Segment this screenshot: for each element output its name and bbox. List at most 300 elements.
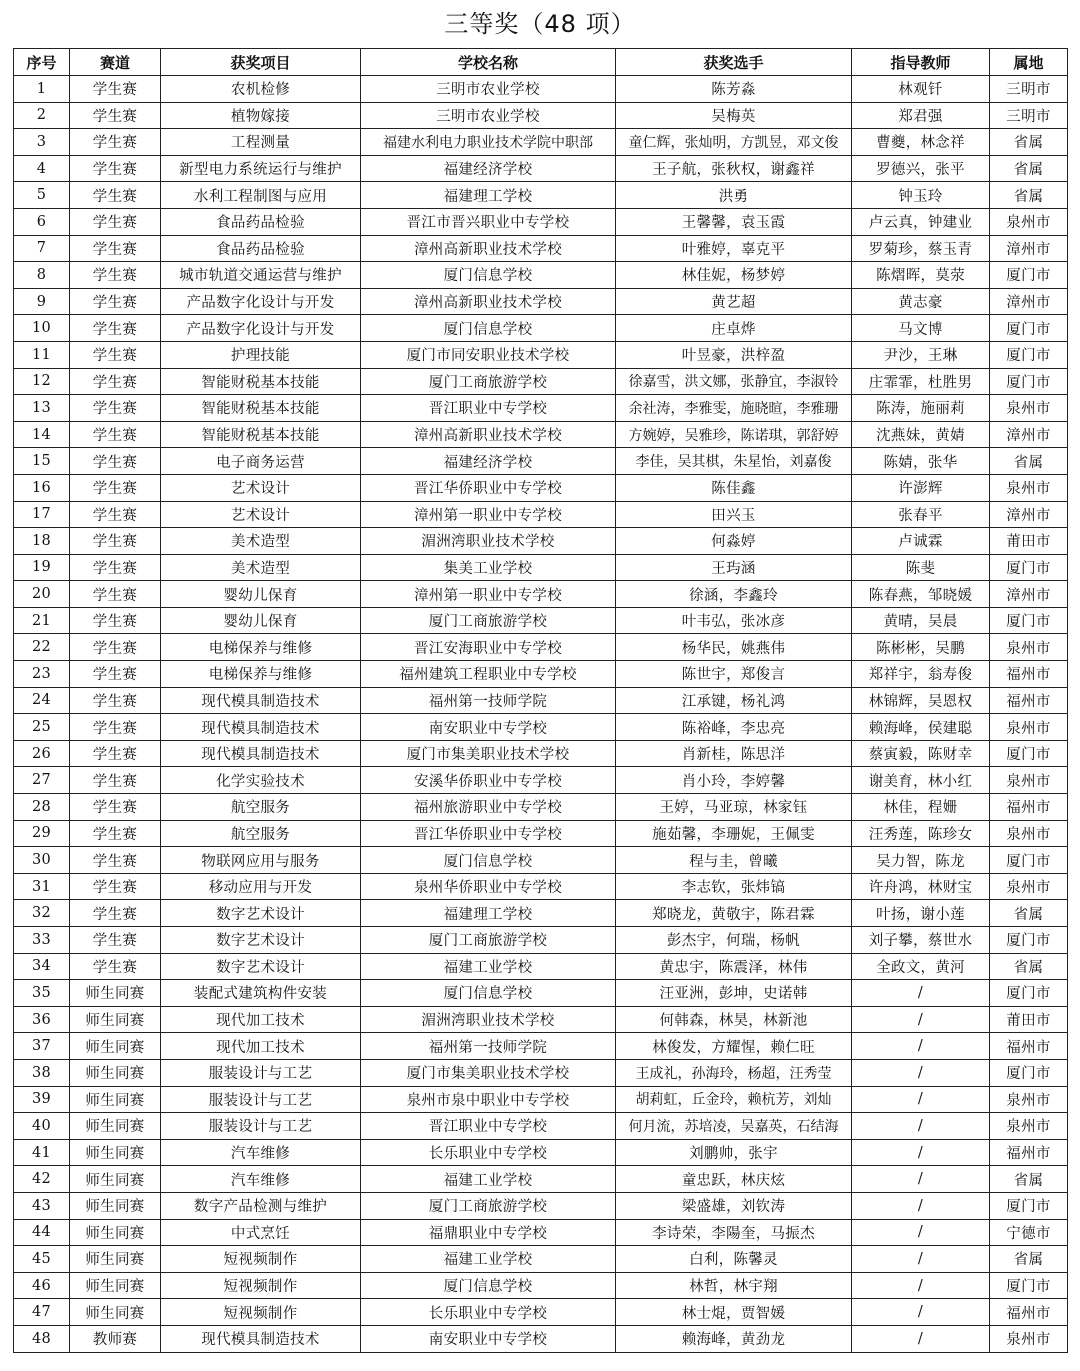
cell-winners: 梁盛雄，刘钦涛 — [616, 1192, 852, 1219]
cell-index: 19 — [14, 554, 70, 581]
cell-track: 教师赛 — [70, 1325, 161, 1352]
cell-index: 37 — [14, 1033, 70, 1060]
cell-region: 省属 — [990, 129, 1068, 156]
cell-index: 21 — [14, 607, 70, 634]
cell-index: 26 — [14, 740, 70, 767]
cell-index: 43 — [14, 1192, 70, 1219]
cell-project: 电子商务运营 — [161, 448, 361, 475]
table-row — [14, 794, 1068, 821]
cell-region: 厦门市 — [990, 315, 1068, 342]
cell-index: 7 — [14, 235, 70, 262]
cell-project: 产品数字化设计与开发 — [161, 315, 361, 342]
cell-winners: 叶昱豪，洪梓盈 — [616, 341, 852, 368]
cell-teachers: / — [852, 1006, 990, 1033]
cell-school: 厦门工商旅游学校 — [361, 927, 616, 954]
cell-index: 38 — [14, 1059, 70, 1086]
cell-school: 漳州高新职业技术学校 — [361, 421, 616, 448]
cell-school: 泉州华侨职业中专学校 — [361, 873, 616, 900]
cell-teachers: 卢云真，钟建业 — [852, 208, 990, 235]
cell-project: 电梯保养与维修 — [161, 661, 361, 688]
cell-track: 学生赛 — [70, 767, 161, 794]
cell-project: 中式烹饪 — [161, 1219, 361, 1246]
cell-teachers: 吴力智，陈龙 — [852, 847, 990, 874]
cell-project: 数字艺术设计 — [161, 953, 361, 980]
cell-region: 漳州市 — [990, 288, 1068, 315]
table-row — [14, 581, 1068, 608]
cell-region: 省属 — [990, 1166, 1068, 1193]
cell-index: 3 — [14, 129, 70, 156]
cell-winners: 童忠跃，林庆炫 — [616, 1166, 852, 1193]
cell-region: 厦门市 — [990, 554, 1068, 581]
cell-region: 省属 — [990, 953, 1068, 980]
cell-index: 36 — [14, 1006, 70, 1033]
cell-winners: 余社涛，李雅雯，施晓暄，李雅珊 — [616, 395, 852, 422]
cell-teachers: 许舟鸿，林财宝 — [852, 873, 990, 900]
cell-winners: 田兴玉 — [616, 501, 852, 528]
table-row — [14, 1113, 1068, 1140]
cell-teachers: 陈彬彬，吴鹏 — [852, 634, 990, 661]
cell-school: 泉州市泉中职业中专学校 — [361, 1086, 616, 1113]
cell-track: 学生赛 — [70, 235, 161, 262]
cell-track: 学生赛 — [70, 262, 161, 289]
cell-region: 福州市 — [990, 687, 1068, 714]
cell-school: 南安职业中专学校 — [361, 1325, 616, 1352]
cell-region: 省属 — [990, 182, 1068, 209]
cell-winners: 王玙涵 — [616, 554, 852, 581]
cell-winners: 叶雅婷，辜克平 — [616, 235, 852, 262]
cell-track: 学生赛 — [70, 129, 161, 156]
cell-winners: 杨华民，姚燕伟 — [616, 634, 852, 661]
cell-index: 11 — [14, 341, 70, 368]
cell-school: 三明市农业学校 — [361, 102, 616, 129]
cell-school: 厦门市同安职业技术学校 — [361, 341, 616, 368]
table-row — [14, 182, 1068, 209]
cell-school: 漳州第一职业中专学校 — [361, 581, 616, 608]
cell-school: 福鼎职业中专学校 — [361, 1219, 616, 1246]
cell-track: 师生同赛 — [70, 980, 161, 1007]
header-winners: 获奖选手 — [616, 49, 852, 76]
cell-index: 27 — [14, 767, 70, 794]
cell-index: 1 — [14, 76, 70, 103]
cell-school: 漳州高新职业技术学校 — [361, 288, 616, 315]
cell-teachers: 汪秀莲，陈珍女 — [852, 820, 990, 847]
cell-region: 省属 — [990, 1246, 1068, 1273]
cell-winners: 林士焜，贾智媛 — [616, 1299, 852, 1326]
table-header — [14, 49, 1068, 76]
table-row — [14, 980, 1068, 1007]
cell-school: 厦门信息学校 — [361, 847, 616, 874]
cell-region: 莆田市 — [990, 1006, 1068, 1033]
cell-winners: 李诗荣，李陽奎，马振杰 — [616, 1219, 852, 1246]
cell-project: 城市轨道交通运营与维护 — [161, 262, 361, 289]
cell-track: 师生同赛 — [70, 1166, 161, 1193]
table-row — [14, 820, 1068, 847]
cell-school: 湄洲湾职业技术学校 — [361, 1006, 616, 1033]
cell-teachers: / — [852, 1113, 990, 1140]
cell-track: 学生赛 — [70, 76, 161, 103]
cell-index: 30 — [14, 847, 70, 874]
cell-school: 晋江市晋兴职业中专学校 — [361, 208, 616, 235]
cell-region: 福州市 — [990, 794, 1068, 821]
cell-project: 化学实验技术 — [161, 767, 361, 794]
cell-region: 莆田市 — [990, 528, 1068, 555]
cell-teachers: 罗菊珍，蔡玉青 — [852, 235, 990, 262]
table-row — [14, 474, 1068, 501]
cell-region: 福州市 — [990, 1033, 1068, 1060]
cell-index: 44 — [14, 1219, 70, 1246]
cell-project: 数字产品检测与维护 — [161, 1192, 361, 1219]
header-school: 学校名称 — [361, 49, 616, 76]
cell-teachers: 曹夔，林念祥 — [852, 129, 990, 156]
cell-region: 泉州市 — [990, 395, 1068, 422]
cell-region: 漳州市 — [990, 235, 1068, 262]
cell-school: 安溪华侨职业中专学校 — [361, 767, 616, 794]
table-row — [14, 1246, 1068, 1273]
cell-teachers: 陈春燕，邹晓媛 — [852, 581, 990, 608]
cell-school: 三明市农业学校 — [361, 76, 616, 103]
cell-project: 数字艺术设计 — [161, 927, 361, 954]
cell-teachers: / — [852, 1299, 990, 1326]
cell-teachers: 陈涛，施丽莉 — [852, 395, 990, 422]
cell-school: 厦门工商旅游学校 — [361, 607, 616, 634]
cell-teachers: 陈斐 — [852, 554, 990, 581]
cell-project: 现代模具制造技术 — [161, 687, 361, 714]
cell-teachers: 陈熠晖，莫荥 — [852, 262, 990, 289]
cell-index: 35 — [14, 980, 70, 1007]
cell-school: 福建理工学校 — [361, 900, 616, 927]
header-row — [14, 49, 1068, 76]
cell-region: 泉州市 — [990, 767, 1068, 794]
cell-project: 物联网应用与服务 — [161, 847, 361, 874]
cell-winners: 何月流，苏培凌，吴嘉英，石结海 — [616, 1113, 852, 1140]
table-row — [14, 767, 1068, 794]
cell-teachers: 赖海峰，侯建聪 — [852, 714, 990, 741]
cell-teachers: / — [852, 1246, 990, 1273]
cell-teachers: 刘子攀，蔡世水 — [852, 927, 990, 954]
cell-region: 厦门市 — [990, 1192, 1068, 1219]
cell-winners: 施茹馨，李珊妮，王佩雯 — [616, 820, 852, 847]
cell-index: 41 — [14, 1139, 70, 1166]
cell-region: 漳州市 — [990, 581, 1068, 608]
header-project: 获奖项目 — [161, 49, 361, 76]
cell-track: 学生赛 — [70, 341, 161, 368]
table-body — [14, 76, 1068, 1353]
cell-winners: 程与圭，曾曦 — [616, 847, 852, 874]
cell-region: 厦门市 — [990, 847, 1068, 874]
cell-track: 学生赛 — [70, 395, 161, 422]
page-title: 三等奖（48 项） — [444, 10, 636, 38]
cell-teachers: 钟玉玲 — [852, 182, 990, 209]
cell-project: 服装设计与工艺 — [161, 1059, 361, 1086]
table-row — [14, 102, 1068, 129]
cell-project: 护理技能 — [161, 341, 361, 368]
cell-winners: 童仁辉，张灿明，方凯昱，邓文俊 — [616, 129, 852, 156]
cell-project: 航空服务 — [161, 794, 361, 821]
cell-project: 工程测量 — [161, 129, 361, 156]
cell-track: 学生赛 — [70, 927, 161, 954]
cell-teachers: 林佳，程姗 — [852, 794, 990, 821]
header-teachers: 指导教师 — [852, 49, 990, 76]
cell-track: 学生赛 — [70, 501, 161, 528]
cell-teachers: / — [852, 980, 990, 1007]
header-region: 属地 — [990, 49, 1068, 76]
cell-index: 6 — [14, 208, 70, 235]
table-row — [14, 687, 1068, 714]
cell-winners: 陈芳淼 — [616, 76, 852, 103]
cell-winners: 肖小玲，李婷馨 — [616, 767, 852, 794]
cell-track: 师生同赛 — [70, 1006, 161, 1033]
cell-winners: 黄忠宇，陈震泽，林伟 — [616, 953, 852, 980]
cell-teachers: / — [852, 1086, 990, 1113]
cell-teachers: 林观钎 — [852, 76, 990, 103]
table-row — [14, 262, 1068, 289]
cell-project: 现代模具制造技术 — [161, 1325, 361, 1352]
cell-index: 13 — [14, 395, 70, 422]
table-row — [14, 661, 1068, 688]
table-row — [14, 528, 1068, 555]
cell-track: 师生同赛 — [70, 1033, 161, 1060]
cell-project: 现代模具制造技术 — [161, 714, 361, 741]
cell-project: 汽车维修 — [161, 1139, 361, 1166]
cell-school: 晋江职业中专学校 — [361, 1113, 616, 1140]
cell-project: 产品数字化设计与开发 — [161, 288, 361, 315]
cell-winners: 胡莉虹，丘金玲，赖杭芳，刘灿 — [616, 1086, 852, 1113]
cell-project: 电梯保养与维修 — [161, 634, 361, 661]
cell-track: 学生赛 — [70, 155, 161, 182]
table-row — [14, 208, 1068, 235]
cell-track: 学生赛 — [70, 315, 161, 342]
table-row — [14, 1219, 1068, 1246]
table-row — [14, 288, 1068, 315]
cell-winners: 王子航，张秋权，谢鑫祥 — [616, 155, 852, 182]
cell-track: 学生赛 — [70, 102, 161, 129]
cell-track: 学生赛 — [70, 474, 161, 501]
cell-index: 18 — [14, 528, 70, 555]
cell-track: 学生赛 — [70, 900, 161, 927]
cell-school: 南安职业中专学校 — [361, 714, 616, 741]
table-row — [14, 448, 1068, 475]
cell-track: 学生赛 — [70, 554, 161, 581]
cell-project: 艺术设计 — [161, 501, 361, 528]
table-row — [14, 235, 1068, 262]
cell-school: 厦门信息学校 — [361, 1272, 616, 1299]
cell-winners: 汪亚洲，彭坤，史诺韩 — [616, 980, 852, 1007]
cell-teachers: 郑祥宇，翁寿俊 — [852, 661, 990, 688]
table-row — [14, 1086, 1068, 1113]
cell-winners: 吴梅英 — [616, 102, 852, 129]
cell-index: 22 — [14, 634, 70, 661]
cell-winners: 王馨馨，袁玉霞 — [616, 208, 852, 235]
cell-region: 漳州市 — [990, 501, 1068, 528]
cell-region: 省属 — [990, 448, 1068, 475]
cell-winners: 白利，陈馨灵 — [616, 1246, 852, 1273]
cell-index: 47 — [14, 1299, 70, 1326]
table-row — [14, 714, 1068, 741]
cell-project: 智能财税基本技能 — [161, 395, 361, 422]
table-row — [14, 1325, 1068, 1352]
cell-project: 美术造型 — [161, 528, 361, 555]
cell-track: 学生赛 — [70, 634, 161, 661]
table-row — [14, 341, 1068, 368]
table-row — [14, 634, 1068, 661]
cell-track: 学生赛 — [70, 607, 161, 634]
cell-teachers: / — [852, 1033, 990, 1060]
cell-school: 晋江安海职业中专学校 — [361, 634, 616, 661]
cell-school: 福州第一技师学院 — [361, 1033, 616, 1060]
cell-region: 厦门市 — [990, 1272, 1068, 1299]
cell-winners: 何韩森，林昊，林新池 — [616, 1006, 852, 1033]
cell-index: 45 — [14, 1246, 70, 1273]
cell-school: 厦门信息学校 — [361, 315, 616, 342]
cell-track: 学生赛 — [70, 953, 161, 980]
cell-winners: 刘鹏帅，张宇 — [616, 1139, 852, 1166]
cell-track: 师生同赛 — [70, 1139, 161, 1166]
cell-teachers: 蔡寅毅，陈财幸 — [852, 740, 990, 767]
cell-school: 长乐职业中专学校 — [361, 1139, 616, 1166]
cell-school: 晋江华侨职业中专学校 — [361, 474, 616, 501]
table-row — [14, 873, 1068, 900]
cell-track: 学生赛 — [70, 581, 161, 608]
cell-winners: 方婉婷，吴雅珍，陈诺琪，郭舒婷 — [616, 421, 852, 448]
cell-region: 厦门市 — [990, 607, 1068, 634]
cell-school: 福建工业学校 — [361, 953, 616, 980]
cell-teachers: / — [852, 1059, 990, 1086]
cell-region: 泉州市 — [990, 714, 1068, 741]
cell-track: 学生赛 — [70, 714, 161, 741]
cell-teachers: 郑君强 — [852, 102, 990, 129]
table-row — [14, 368, 1068, 395]
cell-project: 短视频制作 — [161, 1299, 361, 1326]
table-row — [14, 501, 1068, 528]
cell-track: 学生赛 — [70, 661, 161, 688]
cell-index: 15 — [14, 448, 70, 475]
cell-project: 短视频制作 — [161, 1272, 361, 1299]
cell-index: 8 — [14, 262, 70, 289]
cell-project: 智能财税基本技能 — [161, 421, 361, 448]
cell-project: 现代加工技术 — [161, 1006, 361, 1033]
cell-school: 福建经济学校 — [361, 448, 616, 475]
cell-teachers: 庄霏霏，杜胜男 — [852, 368, 990, 395]
cell-index: 25 — [14, 714, 70, 741]
cell-region: 三明市 — [990, 102, 1068, 129]
cell-region: 宁德市 — [990, 1219, 1068, 1246]
table-row — [14, 315, 1068, 342]
table-row — [14, 421, 1068, 448]
cell-winners: 林俊发，方耀惺，赖仁旺 — [616, 1033, 852, 1060]
cell-region: 泉州市 — [990, 634, 1068, 661]
cell-index: 12 — [14, 368, 70, 395]
cell-school: 福建经济学校 — [361, 155, 616, 182]
cell-index: 2 — [14, 102, 70, 129]
cell-region: 省属 — [990, 155, 1068, 182]
table-row — [14, 1033, 1068, 1060]
cell-index: 34 — [14, 953, 70, 980]
cell-track: 学生赛 — [70, 182, 161, 209]
header-track: 赛道 — [70, 49, 161, 76]
cell-project: 航空服务 — [161, 820, 361, 847]
cell-school: 晋江职业中专学校 — [361, 395, 616, 422]
cell-track: 学生赛 — [70, 288, 161, 315]
cell-index: 10 — [14, 315, 70, 342]
cell-school: 厦门信息学校 — [361, 262, 616, 289]
table-row — [14, 1006, 1068, 1033]
cell-winners: 李志钦，张炜镐 — [616, 873, 852, 900]
cell-winners: 赖海峰，黄劲龙 — [616, 1325, 852, 1352]
cell-teachers: / — [852, 1139, 990, 1166]
cell-teachers: / — [852, 1219, 990, 1246]
cell-region: 厦门市 — [990, 341, 1068, 368]
cell-winners: 徐嘉雪，洪文娜，张静宜，李淑铃 — [616, 368, 852, 395]
cell-winners: 洪勇 — [616, 182, 852, 209]
table-row — [14, 395, 1068, 422]
cell-project: 智能财税基本技能 — [161, 368, 361, 395]
table-row — [14, 155, 1068, 182]
cell-track: 学生赛 — [70, 687, 161, 714]
cell-teachers: 许澎辉 — [852, 474, 990, 501]
cell-project: 食品药品检验 — [161, 208, 361, 235]
cell-track: 学生赛 — [70, 873, 161, 900]
cell-track: 学生赛 — [70, 368, 161, 395]
cell-index: 4 — [14, 155, 70, 182]
cell-index: 48 — [14, 1325, 70, 1352]
cell-index: 46 — [14, 1272, 70, 1299]
cell-winners: 林佳妮，杨梦婷 — [616, 262, 852, 289]
table-row — [14, 1139, 1068, 1166]
cell-index: 16 — [14, 474, 70, 501]
cell-project: 现代模具制造技术 — [161, 740, 361, 767]
cell-project: 农机检修 — [161, 76, 361, 103]
cell-school: 福州旅游职业中专学校 — [361, 794, 616, 821]
cell-index: 9 — [14, 288, 70, 315]
table-row — [14, 76, 1068, 103]
cell-index: 42 — [14, 1166, 70, 1193]
cell-project: 植物嫁接 — [161, 102, 361, 129]
cell-region: 泉州市 — [990, 873, 1068, 900]
cell-teachers: / — [852, 1192, 990, 1219]
cell-region: 厦门市 — [990, 740, 1068, 767]
table-row — [14, 554, 1068, 581]
cell-index: 40 — [14, 1113, 70, 1140]
cell-project: 婴幼儿保育 — [161, 607, 361, 634]
cell-school: 漳州高新职业技术学校 — [361, 235, 616, 262]
cell-project: 服装设计与工艺 — [161, 1086, 361, 1113]
cell-region: 泉州市 — [990, 820, 1068, 847]
table-row — [14, 847, 1068, 874]
cell-index: 33 — [14, 927, 70, 954]
cell-track: 学生赛 — [70, 820, 161, 847]
cell-track: 学生赛 — [70, 421, 161, 448]
table-row — [14, 1272, 1068, 1299]
cell-track: 师生同赛 — [70, 1086, 161, 1113]
cell-region: 福州市 — [990, 1299, 1068, 1326]
cell-region: 福州市 — [990, 661, 1068, 688]
cell-project: 新型电力系统运行与维护 — [161, 155, 361, 182]
cell-winners: 江承键，杨礼鸿 — [616, 687, 852, 714]
cell-teachers: 全政文，黄河 — [852, 953, 990, 980]
cell-school: 漳州第一职业中专学校 — [361, 501, 616, 528]
cell-school: 厦门工商旅游学校 — [361, 368, 616, 395]
cell-winners: 李佳，吴其棋，朱星怡，刘嘉俊 — [616, 448, 852, 475]
table-row — [14, 1059, 1068, 1086]
cell-teachers: 尹沙，王琳 — [852, 341, 990, 368]
cell-winners: 黄艺超 — [616, 288, 852, 315]
cell-teachers: / — [852, 1272, 990, 1299]
cell-region: 泉州市 — [990, 1325, 1068, 1352]
cell-region: 泉州市 — [990, 208, 1068, 235]
table-row — [14, 927, 1068, 954]
table-row — [14, 1192, 1068, 1219]
cell-school: 福建工业学校 — [361, 1246, 616, 1273]
